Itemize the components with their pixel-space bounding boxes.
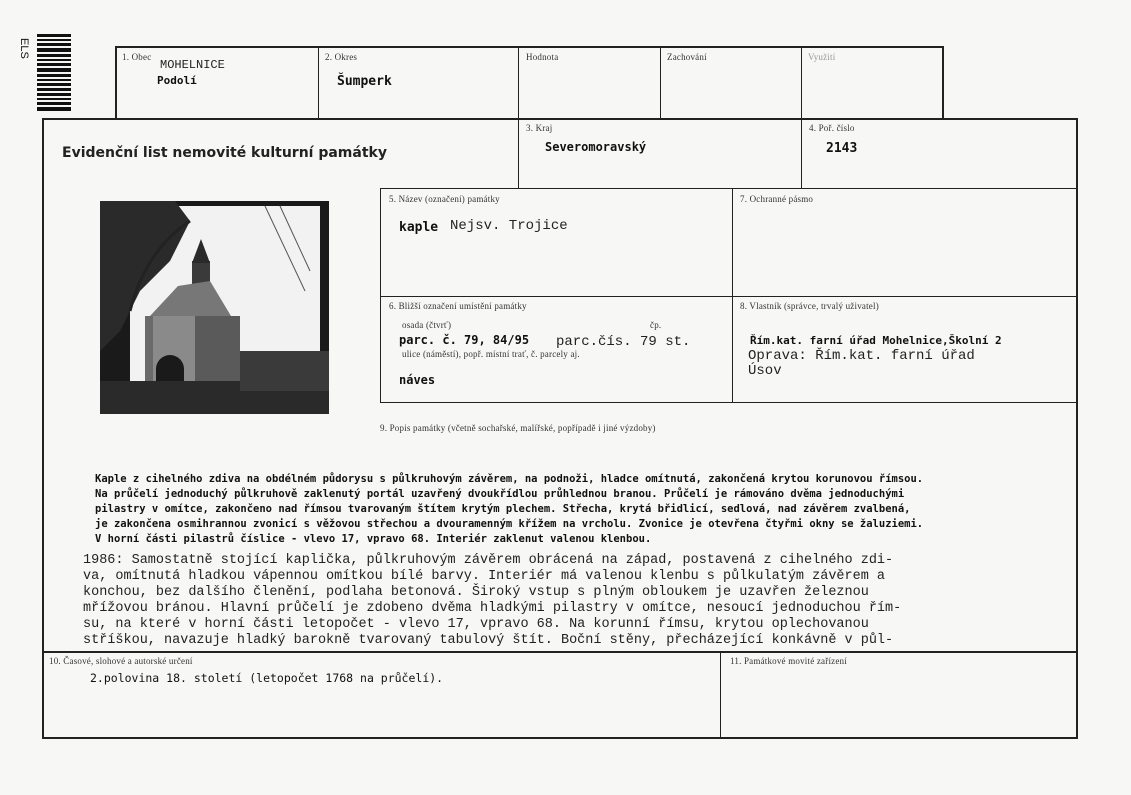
field-9-typed-3: konchou, bez dalšího členění, podlaha betonová. Široký vstup s plným obloukem je uzavřen železnou	[83, 585, 869, 600]
field-11-label: 11. Památkové movité zařízení	[730, 656, 847, 666]
chapel-photo	[100, 201, 329, 414]
field-8-correction-1: Oprava: Řím.kat. farní úřad	[748, 348, 975, 364]
field-5-value-bold: kaple	[399, 220, 439, 235]
barcode-icon	[37, 34, 71, 120]
field-2-value: Šumperk	[337, 74, 392, 89]
field-9-bold-5: V horní části pilastrů číslice - vlevo 17, vpravo 68. Interiér zaklenut valenou klenbou.	[95, 533, 652, 545]
field-1-value2: Podolí	[157, 74, 197, 87]
field-9-bold-3: pilastry v omítce, zakončeno nad římsou tvarovaným štítem krytým plechem. Střecha, krytá břidlicí, sedlová, nad závěrem zvalbená,	[95, 503, 911, 515]
form-title: Evidenční list nemovité kulturní památky	[62, 145, 387, 161]
field-6-place: náves	[399, 373, 436, 387]
side-code: ELS	[18, 38, 30, 59]
field-1-value: MOHELNICE	[160, 58, 225, 72]
field-9-bold-1: Kaple z cihelného zdiva na obdélném půdorysu s půlkruhovým závěrem, na podnoži, hladce omítnutá, zakončená krytou korunovou římsou.	[95, 473, 924, 485]
field-9-typed-5: su, na které v horní části letopočet - vlevo 17, vpravo 68. Na korunní římsu, krytou oplechovanou	[83, 617, 869, 632]
field-3-label: 3. Kraj	[526, 123, 553, 133]
field-8-label: 8. Vlastník (správce, trvalý uživatel)	[740, 301, 879, 311]
field-9-typed-1: 1986: Samostatně stojící kaplička, půlkruhovým závěrem obrácená na západ, postavená z cihelného zdi-	[83, 553, 894, 568]
field-1-label: 1. Obec	[122, 52, 152, 62]
field-2-label: 2. Okres	[325, 52, 358, 62]
zachovani-label: Zachování	[667, 52, 707, 62]
field-6-label: 6. Bližší označení umístění památky	[389, 301, 527, 311]
field-9-label: 9. Popis památky (včetně sochařské, malířské, popřípadě i jiné výzdoby)	[380, 423, 656, 433]
field-5-label: 5. Název (označení) památky	[389, 194, 500, 204]
field-4-value: 2143	[826, 141, 858, 156]
field-7-label: 7. Ochranné pásmo	[740, 194, 814, 204]
hodnota-label: Hodnota	[526, 52, 559, 62]
field-3-value: Severomoravský	[545, 140, 647, 154]
field-9-typed-6: stříškou, navazuje hladký barokně tvarovaný tabulový štít. Boční stěny, přecházející konkávně v půl-	[83, 633, 894, 648]
field-10-value: 2.polovina 18. století (letopočet 1768 na průčelí).	[90, 671, 444, 685]
field-6-osada-label: osada (čtvrť)	[402, 320, 452, 330]
field-4-label: 4. Poř. číslo	[809, 123, 855, 133]
field-10-label: 10. Časové, slohové a autorské určení	[49, 656, 193, 666]
field-6-ulice-label: ulice (náměstí), popř. místní trať, č. parcely aj.	[402, 349, 580, 359]
vyuziti-label: Využití	[808, 52, 836, 62]
field-8-correction-2: Úsov	[748, 363, 782, 379]
field-6-parc-extra: parc.čís. 79 st.	[556, 334, 691, 350]
field-9-bold-4: je zakončena osmihrannou zvonicí s věžovou střechou a dvouramenným křížem na vrcholu. Zvonice je otevřena čtyřmi okny se žaluziemi.	[95, 518, 924, 530]
field-8-owner: Řím.kat. farní úřad Mohelnice,Školní 2	[750, 334, 1002, 347]
field-9-typed-4: mřížovou bránou. Hlavní průčelí je zdobeno dvěma hladkými pilastry v omítce, nesoucí jednoduchou řím-	[83, 601, 902, 616]
field-6-parc: parc. č. 79, 84/95	[399, 333, 530, 347]
field-9-bold-2: Na průčelí jednoduchý půlkruhově zaklenutý portál uzavřený dvoukřídlou průhlednou branou. Průčelí je rámováno dvěma jednoduchými	[95, 488, 905, 500]
field-9-typed-2: va, omítnutá hladkou vápennou omítkou bílé barvy. Interiér má valenou klenbu s půlkulatým závěrem a	[83, 569, 886, 584]
field-5-value: Nejsv. Trojice	[450, 218, 568, 234]
field-6-cp-label: čp.	[650, 320, 662, 330]
